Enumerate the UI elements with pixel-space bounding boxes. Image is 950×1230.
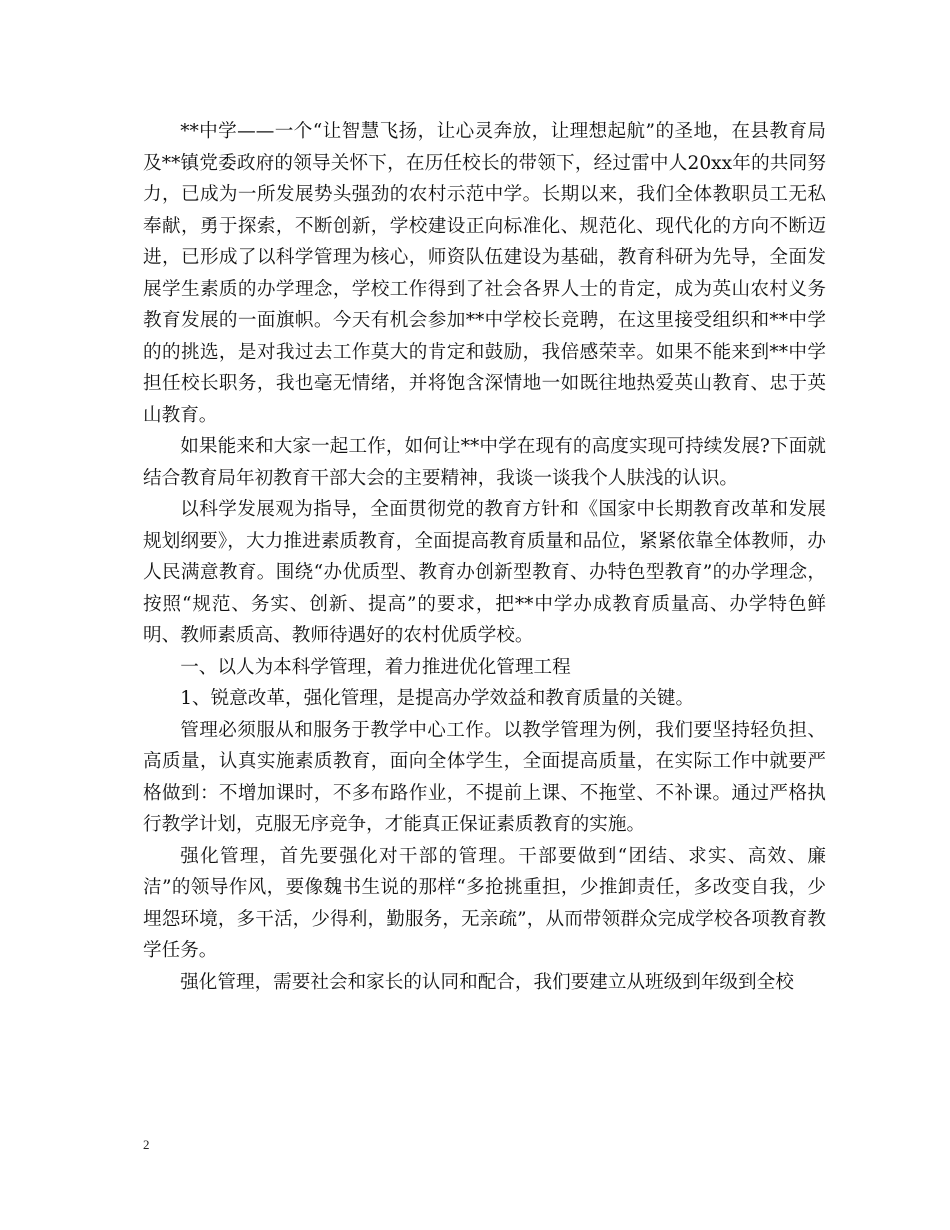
- section-heading: 一、以人为本科学管理，着力推进优化管理工程: [180, 656, 571, 678]
- document-body: [143, 116, 826, 998]
- paragraph-question: 如果能来和大家一起工作，如何让**中学在现有的高度实现可持续发展?下面就结合教育局年初教育干部大会的主要精神，我谈一谈我个人肤浅的认识。: [143, 436, 826, 489]
- page-number: 2: [143, 1137, 150, 1152]
- paragraph-cadre-management: 强化管理，首先要强化对干部的管理。干部要做到“团结、求实、高效、廉洁”的领导作风，要像魏书生说的那样“多抢挑重担，少推卸责任，多改变自我，少埋怨环境，多干活，少得利，勤服务，无亲疏”，从而带领群众完成学校各项教育教学任务。: [143, 845, 826, 961]
- paragraph-guiding-principle: 以科学发展观为指导，全面贯彻党的教育方针和《国家中长期教育改革和发展规划纲要》，大力推进素质教育，全面提高教育质量和品位，紧紧依靠全体教师，办人民满意教育。围绕“办优质型、教育办创新型教育、办特色型教育”的办学理念，按照“规范、务实、创新、提高”的要求，把**中学办成教育质量高、办学特色鲜明、教师素质高、教师待遇好的农村优质学校。: [143, 499, 826, 646]
- paragraph-social-support: 强化管理，需要社会和家长的认同和配合，我们要建立从班级到年级到全校: [180, 971, 794, 993]
- paragraph-teaching-management: 管理必须服从和服务于教学中心工作。以教学管理为例，我们要坚持轻负担、高质量，认真实施素质教育，面向全体学生，全面提高质量，在实际工作中就要严格做到：不增加课时，不多布路作业，不提前上课、不拖堂、不补课。通过严格执行教学计划，克服无序竞争，才能真正保证素质教育的实施。: [143, 719, 826, 835]
- subsection-heading: 1、锐意改革，强化管理，是提高办学效益和教育质量的关键。: [180, 688, 695, 709]
- paragraph-intro: **中学——一个“让智慧飞扬，让心灵奔放，让理想起航”的圣地，在县教育局及**镇党委政府的领导关怀下，在历任校长的带领下，经过雷中人20xx年的共同努力，已成为一所发展势头强劲的农村示范中学。长期以来，我们全体教职员工无私奉献，勇于探索，不断创新，学校建设正向标准化、规范化、现代化的方向不断迈进，已形成了以科学管理为核心，师资队伍建设为基础，教育科研为先导，全面发展学生素质的办学理念，学校工作得到了社会各界人士的肯定，成为英山农村义务教育发展的一面旗帜。今天有机会参加**中学校长竞聘，在这里接受组织和**中学的的挑选，是对我过去工作莫大的肯定和鼓励，我倍感荣幸。如果不能来到**中学担任校长职务，我也毫无情绪，并将饱含深情地一如既往地热爱英山教育、忠于英山教育。: [143, 121, 826, 426]
